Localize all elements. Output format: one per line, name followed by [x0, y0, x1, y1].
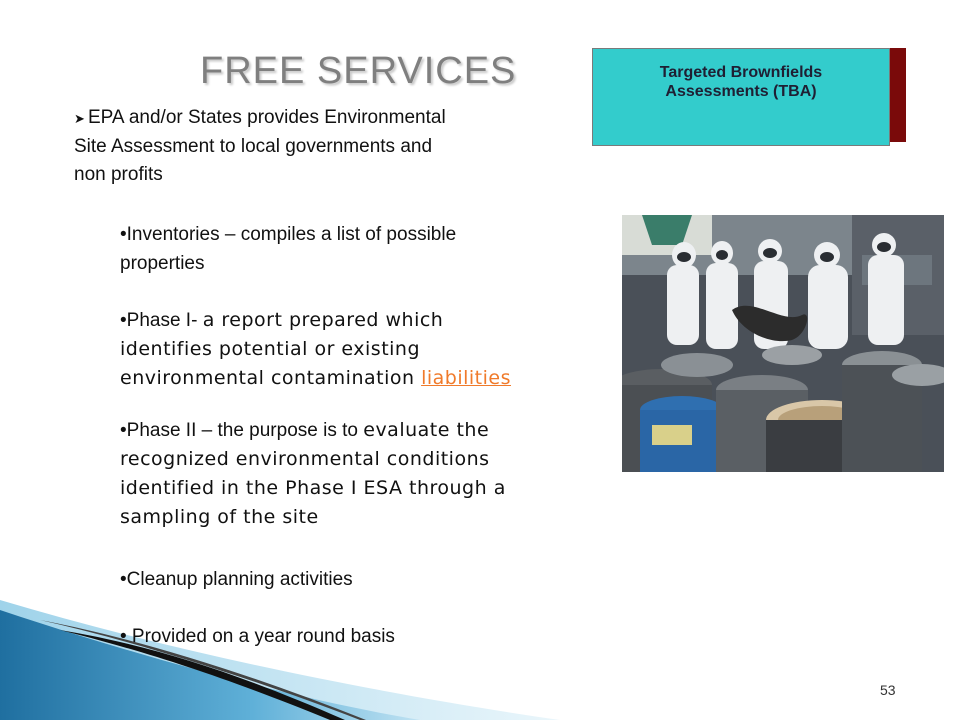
cleanup-text: •Cleanup planning activities [120, 569, 353, 590]
year-round-text: • Provided on a year round basis [120, 626, 395, 647]
phase2-label: •Phase II – the purpose is to [120, 420, 364, 441]
phase1-label: •Phase I- [120, 310, 203, 331]
list-item-inventories [120, 220, 456, 278]
phase2-text-4: sampling of the site [120, 506, 319, 528]
phase1-line-1 [120, 306, 511, 335]
phase2-line-1 [120, 416, 506, 445]
page-number: 53 [880, 682, 896, 698]
decorative-swoosh [0, 590, 560, 720]
inventories-line-2: properties [120, 253, 205, 274]
intro-paragraph [74, 104, 554, 189]
phase2-text-2: recognized environmental conditions [120, 448, 490, 470]
phase1-text-1: a report prepared which [202, 309, 444, 331]
liabilities-link[interactable]: liabilities [421, 367, 511, 389]
list-item-phase-1 [120, 306, 511, 393]
list-item-phase-2 [120, 416, 506, 532]
tba-callout-box [592, 48, 890, 146]
tba-callout-text: Targeted Brownfields Assessments (TBA) [659, 64, 823, 100]
list-item-year-round [120, 622, 395, 651]
inventories-line-1: •Inventories – compiles a list of possible [120, 224, 457, 245]
arrow-bullet-icon: ➤ [74, 111, 85, 126]
hazmat-workers-photo [622, 215, 944, 472]
intro-text-3: non profits [74, 164, 163, 185]
phase1-line-3 [120, 364, 511, 393]
intro-text-1: EPA and/or States provides Environmental [88, 107, 446, 128]
phase1-text-3: environmental contamination [120, 367, 422, 389]
intro-text-2: Site Assessment to local governments and [74, 136, 433, 157]
slide-title: FREE SERVICES [200, 50, 517, 92]
phase1-text-2: identifies potential or existing [120, 338, 421, 360]
phase2-text-1: evaluate the [363, 419, 490, 441]
list-item-cleanup [120, 565, 353, 594]
phase2-text-3: identified in the Phase I ESA through a [120, 477, 506, 499]
intro-line-1 [74, 104, 554, 133]
